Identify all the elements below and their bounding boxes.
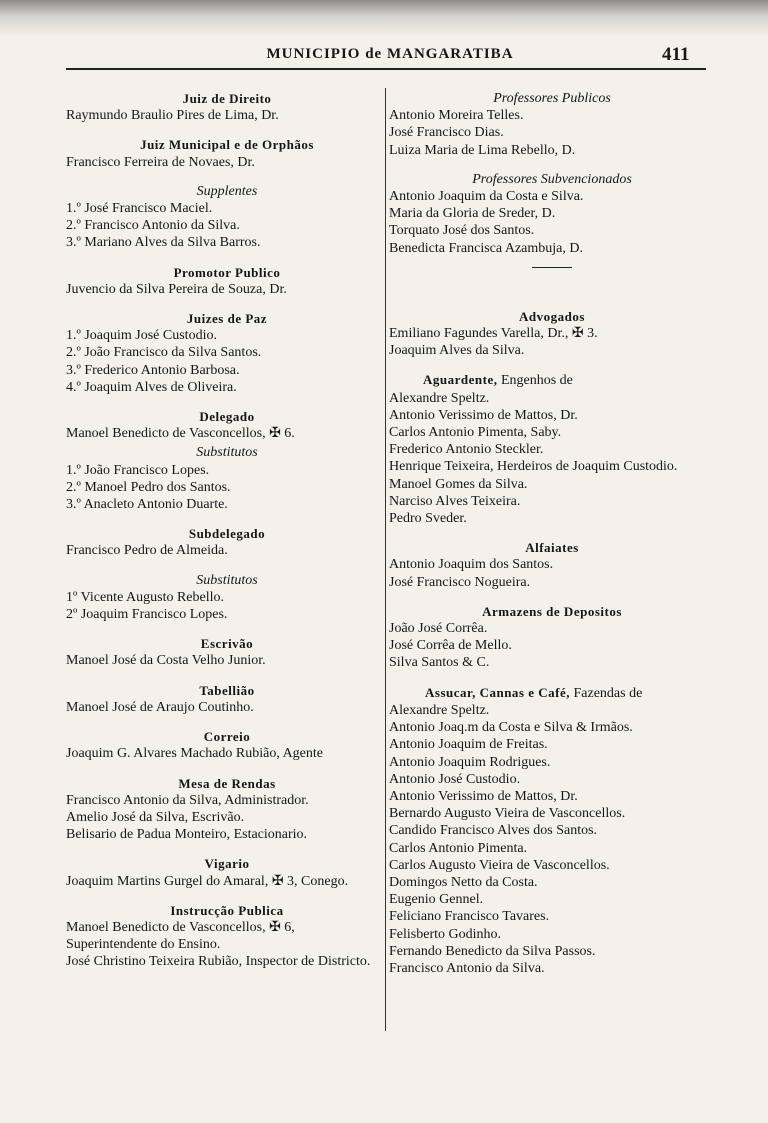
entry-line: Antonio Verissimo de Mattos, Dr. [389, 407, 578, 423]
section-heading [389, 684, 715, 702]
entry-line: Belisario de Padua Monteiro, Estacionario. [66, 827, 308, 843]
section-title: Professores Publicos [493, 91, 611, 106]
page-number: 411 [662, 44, 690, 65]
entry-line: Silva Santos & C. [389, 655, 490, 671]
section-tabelliao [66, 682, 388, 716]
section-armazens [389, 603, 715, 672]
entry-line: Joaquim Martins Gurgel do Amaral, ✠ 3, Conego. [66, 873, 349, 889]
entry-line: Domingos Netto da Costa. [389, 874, 538, 890]
entry-line: Pedro Sveder. [389, 511, 467, 527]
header-rule [66, 68, 706, 70]
right-column [389, 90, 715, 989]
entry-line: José Christino Teixeira Rubião, Inspector de Districto. [66, 954, 371, 970]
entry-line: Carlos Augusto Vieira de Vasconcellos. [389, 857, 610, 873]
section-mesa-rendas [66, 775, 388, 844]
entry-line: 2º Joaquim Francisco Lopes. [66, 607, 228, 623]
entry-line: 2.º Manoel Pedro dos Santos. [66, 479, 231, 495]
entry-line: Antonio Verissimo de Mattos, Dr. [389, 788, 578, 804]
section-title: Advogados [519, 308, 585, 324]
entry-line: Manoel José de Araujo Coutinho. [66, 699, 254, 715]
entry-line: Manoel José da Costa Velho Junior. [66, 653, 266, 669]
section-title: Escrivão [200, 636, 254, 652]
entry-line: Manoel Benedicto de Vasconcellos, ✠ 6. [66, 426, 295, 442]
entry-line: Amelio José da Silva, Escrivão. [66, 809, 245, 825]
entry-line: 1.º Joaquim José Custodio. [66, 328, 217, 344]
section-instrucao [66, 902, 388, 971]
entry-line: Juvencio da Silva Pereira de Souza, Dr. [66, 281, 287, 297]
entry-line: José Francisco Dias. [389, 125, 504, 141]
entry-line: Francisco Pedro de Almeida. [66, 543, 228, 559]
entry-line: Felisberto Godinho. [389, 926, 501, 942]
page-title: MUNICIPIO de MANGARATIBA [266, 46, 514, 62]
section-supplentes [66, 183, 388, 252]
entry-line: Benedicta Francisca Azambuja, D. [389, 240, 583, 256]
entry-line: Antonio Joaquim da Costa e Silva. [389, 189, 584, 205]
entry-line: Francisco Ferreira de Novaes, Dr. [66, 154, 255, 170]
section-delegado-substitutos [66, 444, 388, 513]
section-title: Subdelegado [188, 526, 266, 542]
entry-line: Maria da Gloria de Sreder, D. [389, 206, 556, 222]
entry-line: 4.º Joaquim Alves de Oliveira. [66, 379, 237, 395]
section-title: Tabellião [199, 682, 255, 698]
entry-line: José Corrêa de Mello. [389, 638, 512, 654]
entry-line: Feliciano Francisco Tavares. [389, 909, 550, 925]
entry-line: Joaquim G. Alvares Machado Rubião, Agente [66, 746, 324, 762]
entry-line: Antonio Moreira Telles. [389, 108, 524, 124]
section-title: Vigario [204, 856, 250, 872]
section-title: Juizes de Paz [186, 311, 268, 327]
entry-line: Antonio Joaquim dos Santos. [389, 557, 554, 573]
section-title: Delegado [199, 409, 255, 425]
entry-line: Alexandre Speltz. [389, 702, 490, 718]
entry-line: Carlos Antonio Pimenta. [389, 840, 528, 856]
entry-line: 3.º Mariano Alves da Silva Barros. [66, 235, 261, 251]
entry-line: Francisco Antonio da Silva. [389, 960, 545, 976]
entry-line: Joaquim Alves da Silva. [389, 343, 525, 359]
entry-line: 2.º João Francisco da Silva Santos. [66, 345, 262, 361]
section-title: Substitutos [196, 445, 258, 461]
section-subdelegado-substitutos [66, 572, 388, 624]
entry-line: 3.º Frederico Antonio Barbosa. [66, 362, 240, 378]
section-title: Juiz de Direito [182, 91, 272, 106]
entry-line: Candido Francisco Alves dos Santos. [389, 823, 598, 839]
section-alfaiates [389, 539, 715, 591]
section-separator [532, 267, 572, 268]
section-subtitle: Fazendas de [573, 685, 643, 701]
entry-line: 3.º Anacleto Antonio Duarte. [66, 497, 228, 513]
section-correio [66, 728, 388, 762]
section-escrivao [66, 635, 388, 669]
entry-line: Antonio Joaquim Rodrigues. [389, 754, 551, 770]
entry-line: Eugenio Gennel. [389, 892, 484, 908]
section-promotor [66, 264, 388, 298]
section-advogados [389, 308, 715, 360]
section-juizes-paz [66, 310, 388, 396]
section-title: Assucar, Cannas e Café, [425, 684, 570, 700]
entry-line: Manoel Gomes da Silva. [389, 476, 528, 492]
section-aguardente [389, 371, 715, 527]
section-delegado [66, 408, 388, 442]
entry-line: Torquato José dos Santos. [389, 223, 535, 239]
entry-line: 1º Vicente Augusto Rebello. [66, 589, 224, 605]
entry-line: Bernardo Augusto Vieira de Vasconcellos. [389, 806, 626, 822]
section-title: Supplentes [196, 183, 258, 199]
section-vigario [66, 855, 388, 889]
entry-line: Raymundo Braulio Pires de Lima, Dr. [66, 108, 279, 124]
entry-line: 1.º José Francisco Maciel. [66, 201, 213, 217]
entry-line: Frederico Antonio Steckler. [389, 442, 544, 458]
section-juiz-direito [66, 90, 388, 124]
section-title: Promotor Publico [173, 264, 281, 280]
entry-line: Antonio Joaquim de Freitas. [389, 737, 548, 753]
page-header [0, 44, 768, 74]
section-title: Armazens de Depositos [482, 603, 622, 619]
left-column [66, 90, 388, 983]
section-title: Correio [203, 729, 251, 745]
entry-line: João José Corrêa. [389, 621, 488, 637]
section-heading [389, 371, 715, 389]
section-title: Substitutos [196, 572, 258, 588]
section-title: Juiz Municipal e de Orphãos [140, 137, 314, 153]
section-juiz-municipal [66, 136, 388, 170]
section-professores [389, 90, 715, 159]
section-title: Instrucção Publica [170, 902, 284, 918]
entry-line: Carlos Antonio Pimenta, Saby. [389, 425, 562, 441]
section-title: Aguardente, [423, 372, 498, 388]
entry-line: Antonio José Custodio. [389, 771, 521, 787]
section-title: Alfaiates [525, 540, 579, 556]
section-subvencionados [389, 171, 715, 257]
section-subdelegado [66, 525, 388, 559]
entry-line: Henrique Teixeira, Herdeiros de Joaquim Custodio. [389, 459, 678, 475]
section-title: Professores Subvencionados [472, 171, 632, 187]
scan-edge-noise [0, 0, 768, 36]
section-title: Mesa de Rendas [178, 775, 276, 791]
section-subtitle: Engenhos de [500, 373, 573, 389]
entry-line: Francisco Antonio da Silva, Administrador. [66, 792, 309, 808]
section-assucar [389, 684, 715, 977]
entry-line: Luiza Maria de Lima Rebello, D. [389, 142, 576, 158]
entry-line: Fernando Benedicto da Silva Passos. [389, 943, 596, 959]
entry-line: Antonio Joaq.m da Costa e Silva & Irmãos. [389, 720, 633, 736]
entry-line: 2.º Francisco Antonio da Silva. [66, 218, 240, 234]
entry-line: Narciso Alves Teixeira. [389, 493, 521, 509]
entry-line: Emiliano Fagundes Varella, Dr., ✠ 3. [389, 326, 598, 342]
entry-line: Manoel Benedicto de Vasconcellos, ✠ 6, Superintendente do Ensino. [66, 919, 295, 953]
entry-line: 1.º João Francisco Lopes. [66, 462, 210, 478]
entry-line: Alexandre Speltz. [389, 390, 490, 406]
entry-line: José Francisco Nogueira. [389, 574, 531, 590]
